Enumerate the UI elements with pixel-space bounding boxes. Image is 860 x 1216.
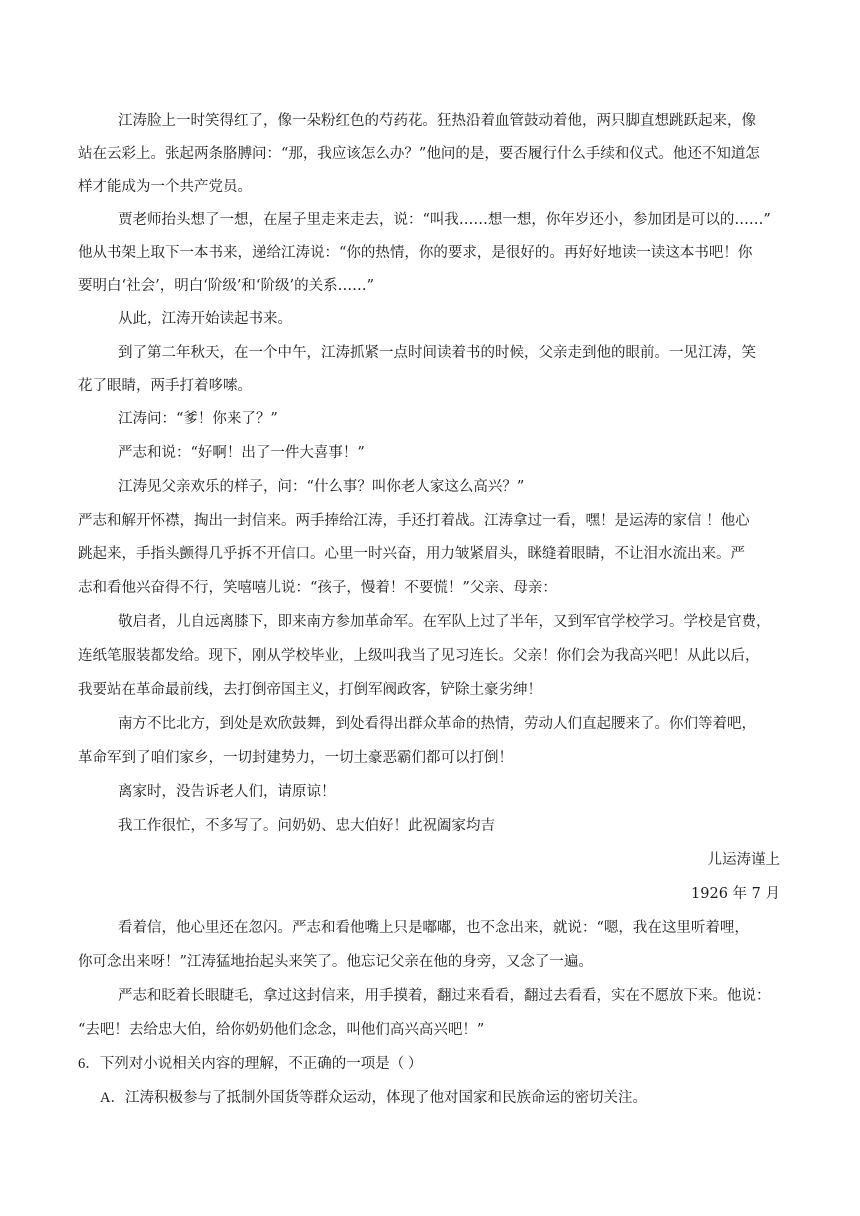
letter-line: 南方不比北方，到处是欢欣鼓舞，到处看得出群众革命的热情，劳动人们直起腰来了。你们等着吧， [118,716,756,732]
letter-line: 敬启者，儿自远离膝下，即来南方参加革命军。在军队上过了半年，又到军官学校学习。学校是官费， [118,614,771,630]
paragraph-line: 严志和眨着长眼睫毛，拿过这封信来，用手摸着，翻过来看看，翻过去看看，实在不愿放下来。他说： [118,988,771,1004]
paragraph-line: 江涛问：“爹！你来了？” [118,411,278,427]
paragraph-line: 志和看他兴奋得不行，笑嘻嘻儿说：“孩子，慢着！不要慌！”父亲、母亲： [78,580,557,596]
paragraph-line: 严志和解开怀襟，掏出一封信来。两手捧给江涛，手还打着战。江涛拿过一看，嘿！是运涛的家信 ！他心 [78,513,750,529]
letter-signature: 儿运涛谨上 [707,852,780,868]
paragraph-line: 看着信，他心里还在忽闪。严志和看他嘴上只是嘟嘟，也不念出来，就说：“嗯，我在这里听着哩， [118,920,749,936]
letter-line: 我工作很忙，不多写了。问奶奶、忠大伯好！此祝阖家均吉 [118,818,495,834]
paragraph-line: 到了第二年秋天，在一个中午，江涛抓紧一点时间读着书的时候，父亲走到他的眼前。一见江涛，笑 [118,345,756,361]
letter-date: 1926 年 7 月 [691,886,780,902]
paragraph-line: 从此，江涛开始读起书来。 [118,311,292,327]
paragraph-line: 花了眼睛，两手打着哆嗦。 [78,378,252,394]
paragraph-line: 他从书架上取下一本书来，递给江涛说：“你的热情，你的要求，是很好的。再好好地读一读这本书吧！你 [78,245,753,261]
paragraph-line: 江涛脸上一时笑得红了，像一朵粉红色的芍药花。狂热沿着血管鼓动着他，两只脚直想跳跃起来，像 [118,113,756,129]
paragraph-line: 要明白‘社会’，明白‘阶级’和‘阶级’的关系……” [78,278,375,294]
letter-line: 连纸笔服装都发给。现下，刚从学校毕业，上级叫我当了见习连长。父亲！你们会为我高兴吧！从此以后， [78,648,760,664]
paragraph-line: 严志和说：“好啊！出了一件大喜事！” [118,445,365,461]
paragraph-line: 江涛见父亲欢乐的样子，问：“什么事？叫你老人家这么高兴？” [118,479,525,495]
paragraph-line: 跳起来，手指头颤得几乎拆不开信口。心里一时兴奋，用力皱紧眉头，眯缝着眼睛，不让泪水流出来。严 [78,546,745,562]
paragraph-line: 样才能成为一个共产党员。 [78,179,252,195]
letter-line: 离家时，没告诉老人们，请原谅！ [118,784,336,800]
paragraph-line: 站在云彩上。张起两条胳膊问：“那，我应该怎么办？”他问的是，要否履行什么手续和仪式。他还不知道怎 [78,146,760,162]
paragraph-line: 贾老师抬头想了一想，在屋子里走来走去，说：“叫我……想一想，你年岁还小，参加团是可以的……” [118,212,771,228]
option-a: A．江涛积极参与了抵制外国货等群众运动，体现了他对国家和民族命运的密切关注。 [100,1090,647,1106]
question-6: 6．下列对小说相关内容的理解，不正确的一项是（ ） [78,1056,423,1072]
paragraph-line: 你可念出来呀！”江涛猛地抬起头来笑了。他忘记父亲在他的身旁，又念了一遍。 [78,954,593,970]
letter-line: 革命军到了咱们家乡，一切封建势力，一切土豪恶霸们都可以打倒！ [78,750,513,766]
letter-line: 我要站在革命最前线，去打倒帝国主义，打倒军阀政客，铲除土豪劣绅！ [78,682,542,698]
paragraph-line: “去吧！去给忠大伯，给你奶奶他们念念，叫他们高兴高兴吧！” [78,1022,485,1038]
